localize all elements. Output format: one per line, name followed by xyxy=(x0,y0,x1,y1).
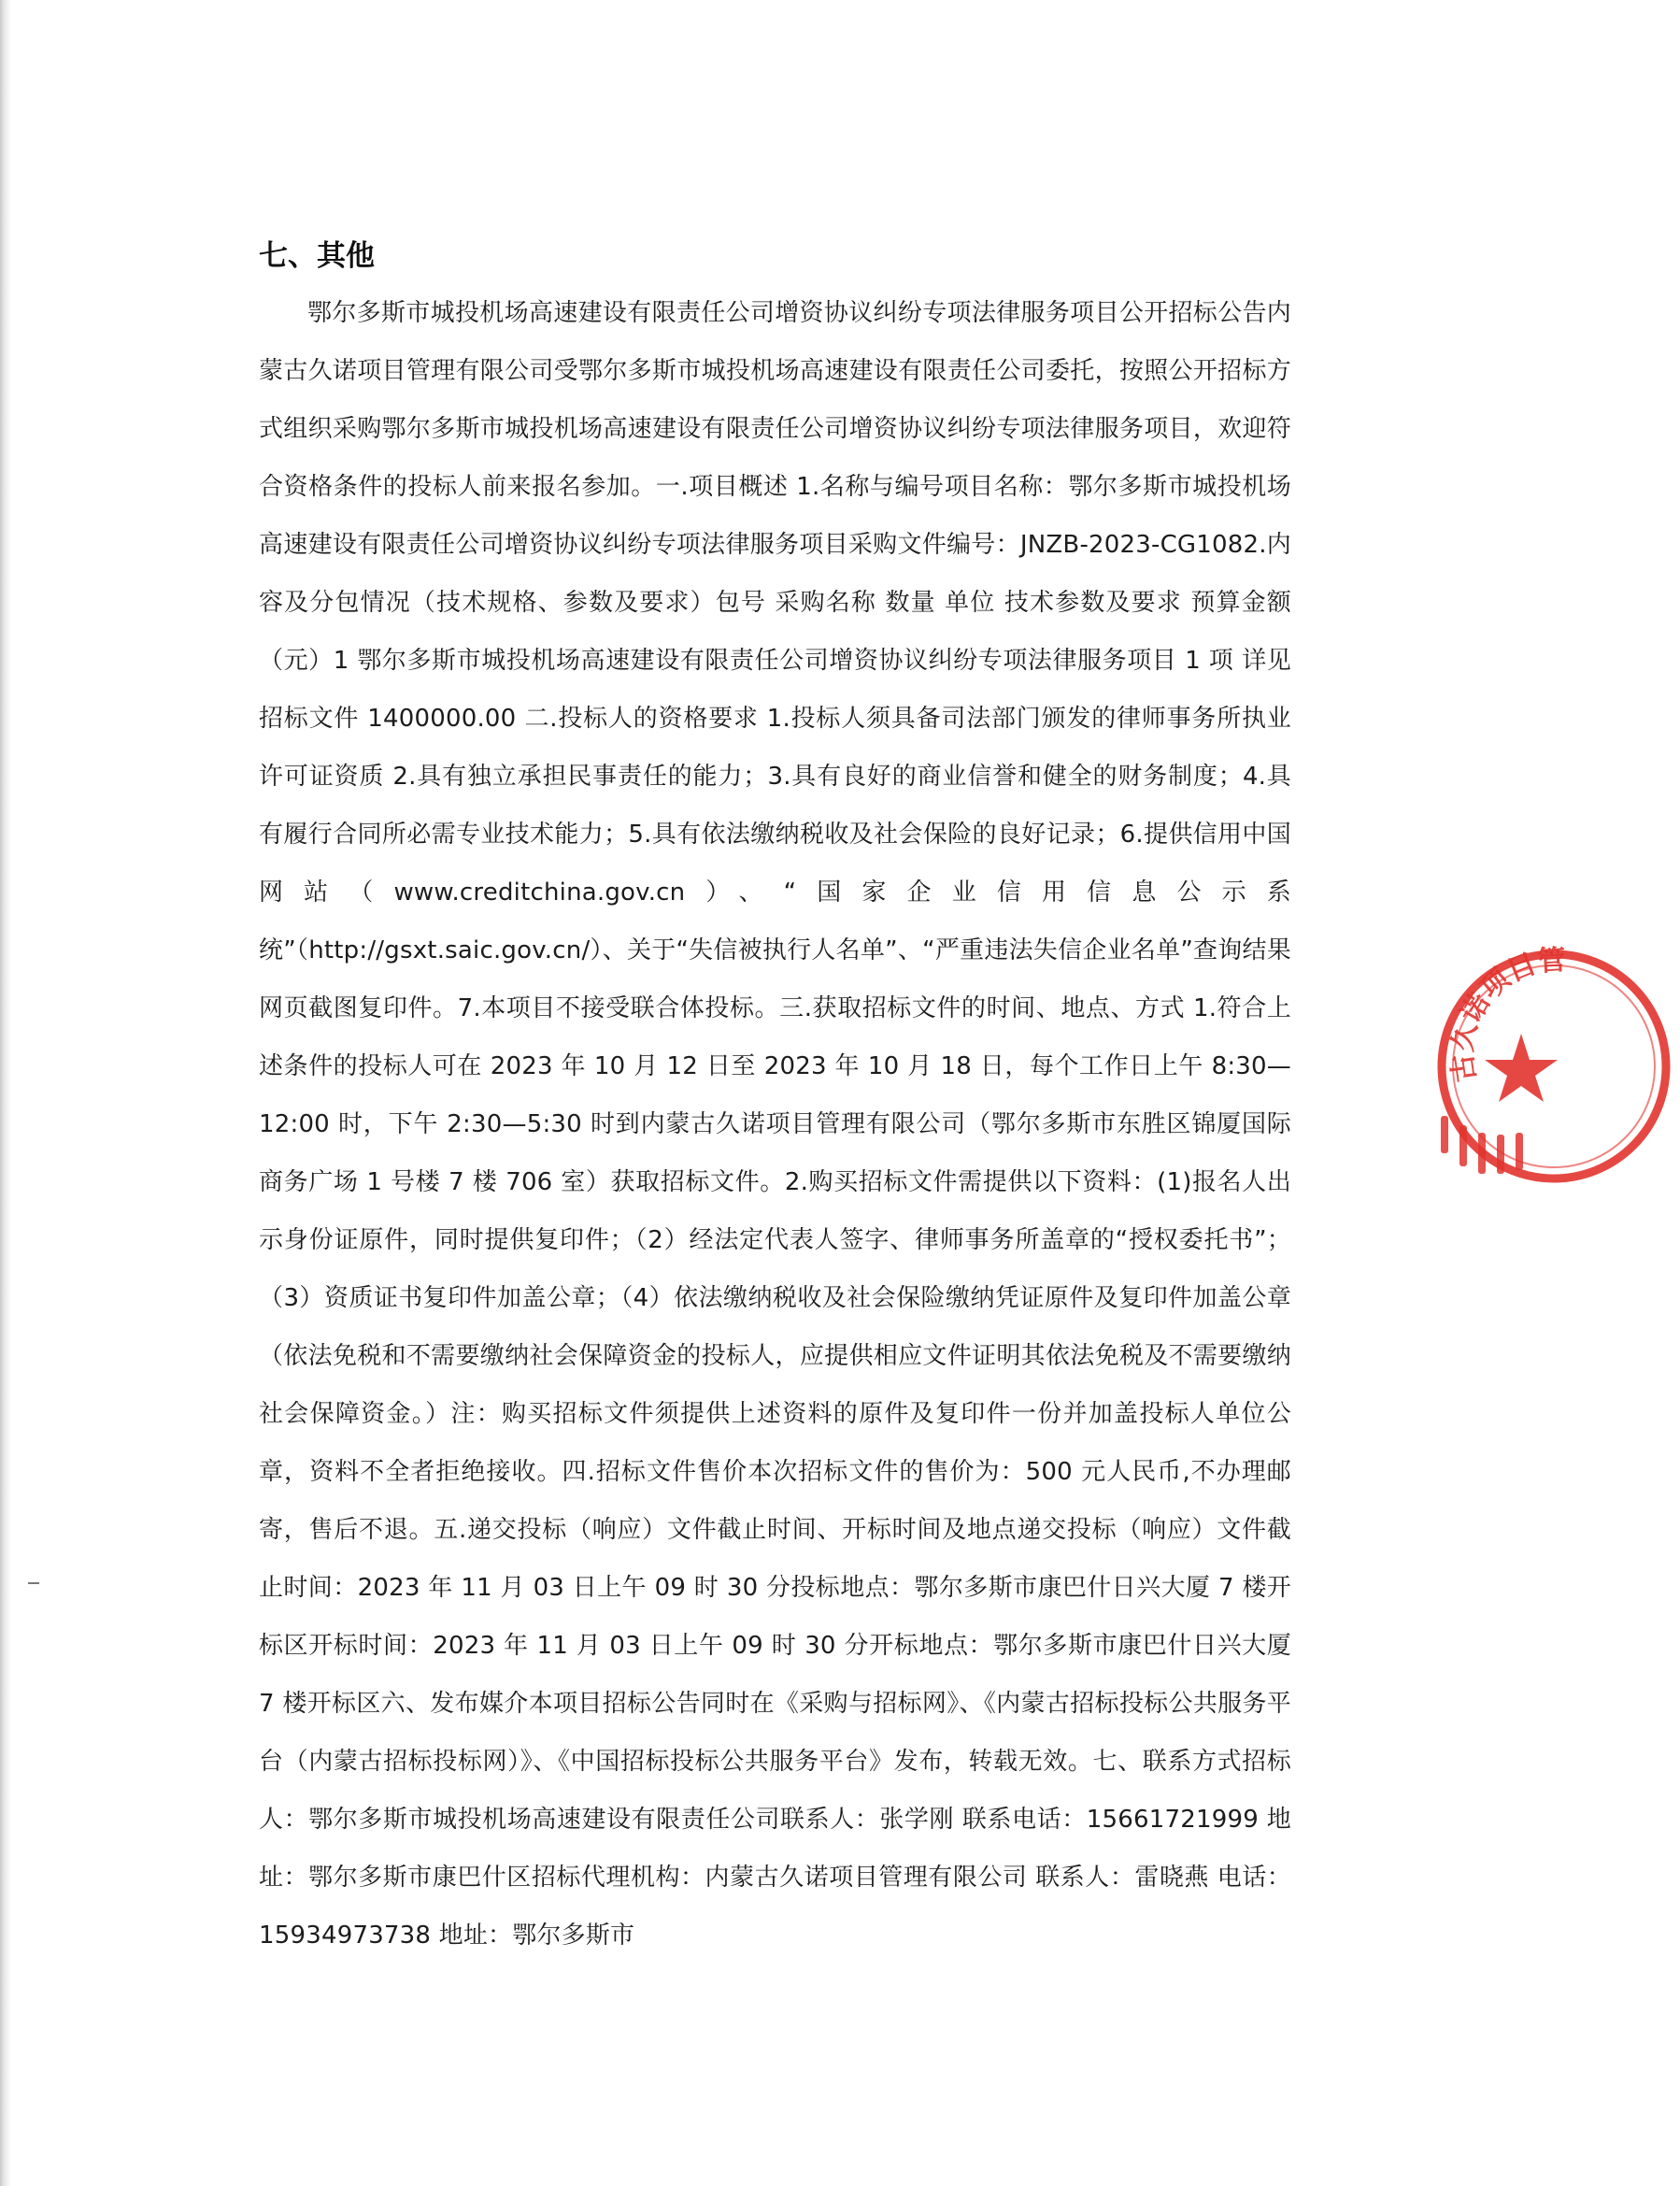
seal-arc-text: 古久诺项目管 xyxy=(1445,944,1567,1085)
company-seal-stamp xyxy=(1428,940,1680,1193)
scan-left-edge xyxy=(0,0,11,2186)
section-heading: 七、其他 xyxy=(259,239,375,273)
scan-speck xyxy=(28,1582,39,1584)
document-body xyxy=(259,236,1291,1965)
seal-mongolian-script xyxy=(1441,1116,1523,1174)
seal-star-icon xyxy=(1485,1034,1558,1102)
section-body-text: 鄂尔多斯市城投机场高速建设有限责任公司增资协议纠纷专项法律服务项目公开招标公告内蒙古久诺项目管理有限公司受鄂尔多斯市城投机场高速建设有限责任公司委托，按照公开招标方式组织采购鄂尔多斯市城投机场高速建设有限责任公司增资协议纠纷专项法律服务项目，欢迎符合资格条件的投标人前来报名参加。一.项目概述 1.名称与编号项目名称：鄂尔多斯市城投机场高速建设有限责任公司增资协议纠纷专项法律服务项目采购文件编号：JNZB-2023-CG1082.内容及分包情况（技术规格、参数及要求）包号 采购名称 数量 单位 技术参数及要求 预算金额（元）1 鄂尔多斯市城投机场高速建设有限责任公司增资协议纠纷专项法律服务项目 1 项 详见招标文件 1400000.00 二.投标人的资格要求 1.投标人须具备司法部门颁发的律师事务所执业许可证资质 2.具有独立承担民事责任的能力；3.具有良好的商业信誉和健全的财务制度；4.具有履行合同所必需专业技术能力；5.具有依法缴纳税收及社会保险的良好记录；6.提供信用中国网站（www.creditchina.gov.cn）、“国家企业信用信息公示系统”（http://gsxt.saic.gov.cn/）、关于“失信被执行人名单”、“严重违法失信企业名单”查询结果网页截图复印件。7.本项目不接受联合体投标。三.获取招标文件的时间、地点、方式 1.符合上述条件的投标人可在 2023 年 10 月 12 日至 2023 年 10 月 18 日，每个工作日上午 8:30—12:00 时，下午 2:30—5:30 时到内蒙古久诺项目管理有限公司（鄂尔多斯市东胜区锦厦国际商务广场 1 号楼 7 楼 706 室）获取招标文件。2.购买招标文件需提供以下资料：(1)报名人出示身份证原件，同时提供复印件；（2）经法定代表人签字、律师事务所盖章的“授权委托书”；（3）资质证书复印件加盖公章；（4）依法缴纳税收及社会保险缴纳凭证原件及复印件加盖公章（依法免税和不需要缴纳社会保障资金的投标人，应提供相应文件证明其依法免税及不需要缴纳社会保障资金。）注：购买招标文件须提供上述资料的原件及复印件一份并加盖投标人单位公章，资料不全者拒绝接收。四.招标文件售价本次招标文件的售价为：500 元人民币,不办理邮寄，售后不退。五.递交投标（响应）文件截止时间、开标时间及地点递交投标（响应）文件截止时间：2023 年 11 月 03 日上午 09 时 30 分投标地点：鄂尔多斯市康巴什日兴大厦 7 楼开标区开标时间：2023 年 11 月 03 日上午 09 时 30 分开标地点：鄂尔多斯市康巴什日兴大厦 7 楼开标区六、发布媒介本项目招标公告同时在《采购与招标网》、《内蒙古招标投标公共服务平台（内蒙古招标投标网）》、《中国招标投标公共服务平台》发布，转载无效。七、联系方式招标人：鄂尔多斯市城投机场高速建设有限责任公司联系人：张学刚 联系电话：15661721999 地址：鄂尔多斯市康巴什区招标代理机构：内蒙古久诺项目管理有限公司 联系人：雷晓燕 电话：15934973738 地址：鄂尔多斯市 xyxy=(259,299,1291,1950)
